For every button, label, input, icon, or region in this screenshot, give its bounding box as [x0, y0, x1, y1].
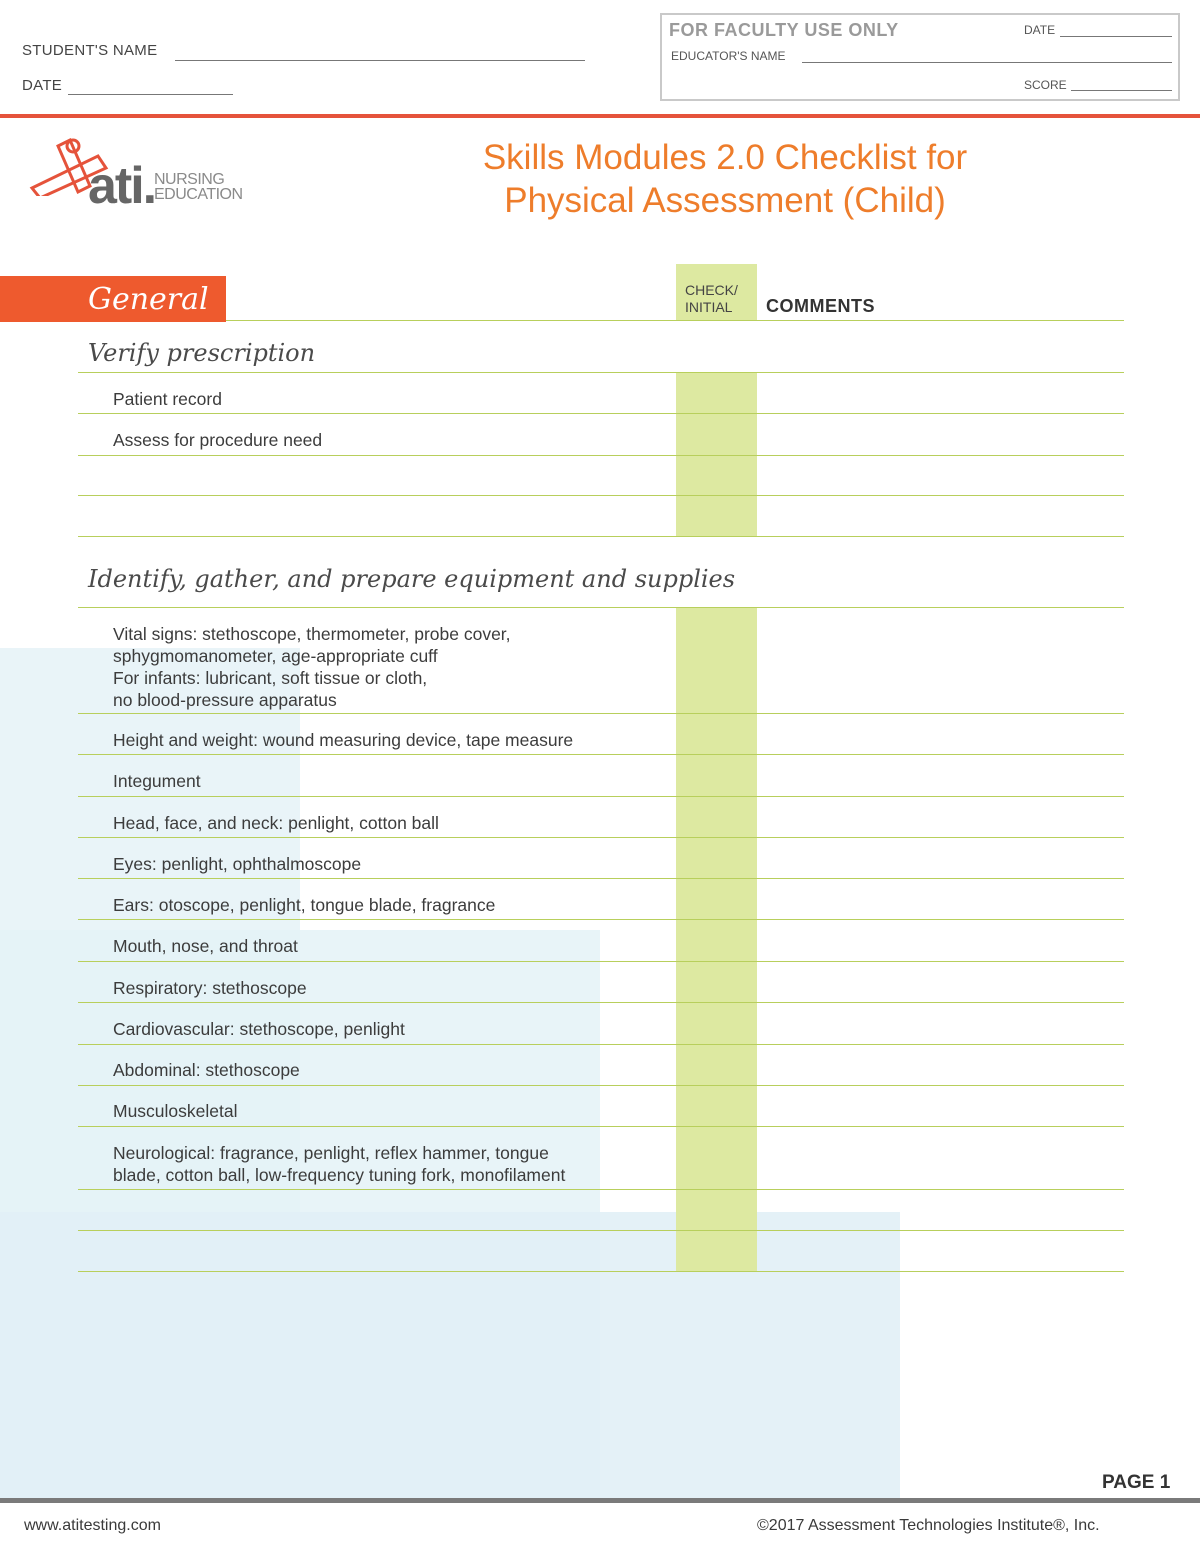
row-divider: [78, 796, 1124, 797]
checklist-item: [113, 1142, 565, 1186]
group-heading: Identify, gather, and prepare equipment and supplies: [88, 565, 736, 593]
title-line-2: Physical Assessment (Child): [504, 181, 946, 220]
checklist-item: Mouth, nose, and throat: [113, 936, 298, 956]
faculty-title: FOR FACULTY USE ONLY: [669, 20, 899, 40]
checklist-item: Cardiovascular: stethoscope, penlight: [113, 1019, 405, 1039]
footer-url[interactable]: www.atitesting.com: [24, 1517, 161, 1534]
faculty-date-field[interactable]: [1060, 36, 1172, 37]
comments-header: COMMENTS: [766, 296, 875, 316]
row-divider: [78, 1044, 1124, 1045]
background-panel: [0, 1212, 900, 1498]
page-number: PAGE 1: [1102, 1472, 1171, 1493]
checklist-item: [113, 623, 511, 711]
checklist-item: Assess for procedure need: [113, 430, 323, 450]
student-name-field[interactable]: [175, 60, 585, 61]
checklist-item: Eyes: penlight, ophthalmoscope: [113, 854, 362, 874]
date-field[interactable]: [68, 94, 233, 95]
checklist-item: Abdominal: stethoscope: [113, 1060, 300, 1080]
logo-line-2: EDUCATION: [154, 186, 243, 203]
item-line: blade, cotton ball, low-frequency tuning fork, monofilament: [113, 1165, 566, 1185]
educator-name-label: EDUCATOR'S NAME: [671, 49, 786, 63]
row-divider: [78, 837, 1124, 838]
row-divider: [78, 1126, 1124, 1127]
row-divider: [78, 919, 1124, 920]
checklist-item: Musculoskeletal: [113, 1101, 238, 1121]
row-divider: [78, 1085, 1124, 1086]
section-title: General: [88, 282, 209, 317]
row-divider: [78, 607, 1124, 608]
checklist-item: Height and weight: wound measuring device, tape measure: [113, 730, 574, 750]
header-divider: [0, 114, 1200, 118]
row-divider: [78, 455, 1124, 456]
checklist-item: Integument: [113, 771, 201, 791]
score-label: SCORE: [1024, 78, 1067, 92]
item-line: For infants: lubricant, soft tissue or cloth,: [113, 668, 428, 688]
check-column: [676, 608, 757, 1271]
faculty-date-label: DATE: [1024, 23, 1056, 37]
checklist-item: Patient record: [113, 389, 222, 409]
item-line: sphygmomanometer, age-appropriate cuff: [113, 646, 438, 666]
row-divider: [78, 536, 1124, 537]
copyright: ©2017 Assessment Technologies Institute®, Inc.: [757, 1517, 1100, 1534]
row-divider: [78, 961, 1124, 962]
check-header-line-2: INITIAL: [685, 299, 733, 315]
checklist-item: Ears: otoscope, penlight, tongue blade, fragrance: [113, 895, 496, 915]
row-divider: [78, 878, 1124, 879]
row-divider: [78, 713, 1124, 714]
logo-line-1: NURSING: [154, 171, 225, 188]
section-tab: [0, 276, 226, 322]
check-header: [685, 282, 738, 316]
section-rule: [226, 320, 1124, 321]
item-line: no blood-pressure apparatus: [113, 690, 337, 710]
row-divider: [78, 413, 1124, 414]
footer-divider: [0, 1498, 1200, 1503]
title-line-1: Skills Modules 2.0 Checklist for: [482, 138, 968, 177]
group-heading: Verify prescription: [88, 339, 316, 367]
row-divider: [78, 1002, 1124, 1003]
check-header-line-1: CHECK/: [685, 282, 738, 298]
educator-name-field[interactable]: [802, 62, 1172, 63]
item-line: Neurological: fragrance, penlight, reflex hammer, tongue: [113, 1143, 549, 1163]
score-field[interactable]: [1071, 90, 1172, 91]
row-divider: [78, 495, 1124, 496]
checklist-item: Head, face, and neck: penlight, cotton ball: [113, 813, 439, 833]
row-divider: [78, 372, 1124, 373]
row-divider: [78, 1271, 1124, 1272]
row-divider: [78, 1189, 1124, 1190]
item-line: Vital signs: stethoscope, thermometer, probe cover,: [113, 624, 511, 644]
logo-mark: ati.: [88, 157, 156, 215]
checklist-item: Respiratory: stethoscope: [113, 978, 307, 998]
row-divider: [78, 1230, 1124, 1231]
row-divider: [78, 754, 1124, 755]
page-title: [360, 136, 1090, 222]
date-label: DATE: [22, 77, 63, 94]
student-name-label: STUDENT'S NAME: [22, 42, 158, 59]
